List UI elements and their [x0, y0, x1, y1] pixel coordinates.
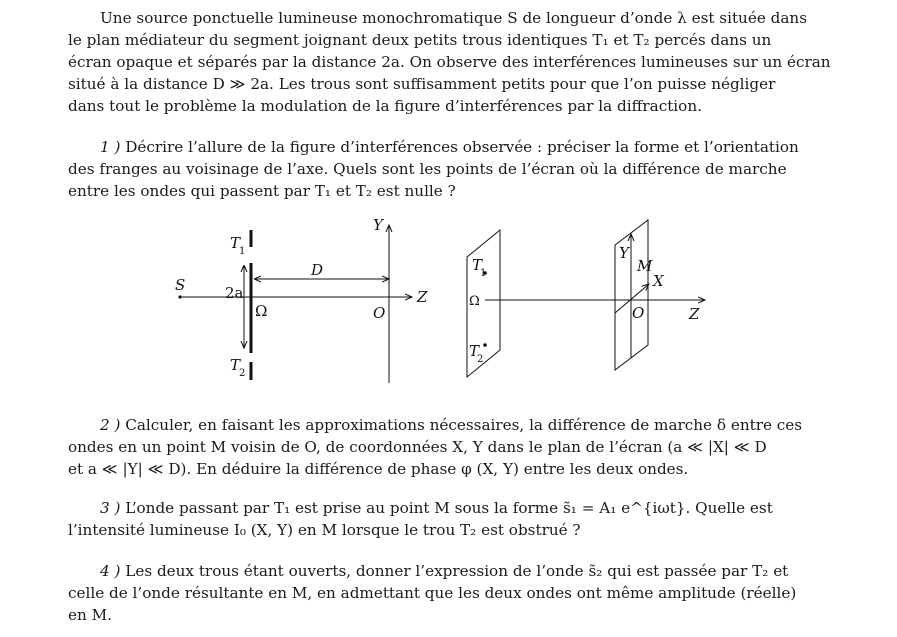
- label-t1-sub: 1: [480, 268, 487, 279]
- label-s: S: [175, 276, 186, 294]
- question-line: [68, 414, 805, 436]
- label-o: O: [373, 304, 386, 322]
- label-x: X: [653, 272, 664, 290]
- label-y: Y: [619, 244, 629, 262]
- label-t2-sub: 2: [239, 368, 246, 379]
- question-number: 1 ): [100, 138, 121, 156]
- question-line: des franges au voisinage de l’axe. Quels sont les points de l’écran où la différence de marche: [68, 160, 787, 178]
- label-d: D: [311, 261, 324, 279]
- intro-line: le plan médiateur du segment joignant deux petits trous identiques T₁ et T₂ percés dans un: [68, 31, 772, 49]
- question-1: [68, 136, 805, 202]
- question-number: 3 ): [100, 499, 121, 517]
- label-z: Z: [417, 288, 428, 306]
- question-3: [68, 497, 805, 541]
- question-number: 4 ): [100, 562, 121, 580]
- perspective-diagram: [455, 210, 725, 385]
- question-line: ondes en un point M voisin de O, de coordonnées X, Y dans le plan de l’écran (a ≪ |X| ≪ D: [68, 438, 767, 456]
- label-m: M: [637, 257, 653, 275]
- side-view-diagram: [165, 210, 435, 385]
- label-t2-sub: 2: [477, 354, 484, 365]
- question-line: [68, 497, 805, 519]
- label-y: Y: [373, 216, 383, 234]
- intro-line: situé à la distance D ≫ 2a. Les trous sont suffisamment petits pour que l’on puisse négliger: [68, 75, 776, 93]
- question-line: [68, 136, 805, 158]
- question-line: l’intensité lumineuse I₀ (X, Y) en M lorsque le trou T₂ est obstrué ?: [68, 521, 581, 539]
- label-t2: T: [230, 356, 241, 374]
- label-omega: Ω: [255, 302, 268, 320]
- label-t2: T: [469, 342, 480, 360]
- label-2a: 2a: [225, 284, 244, 302]
- question-line: en M.: [68, 606, 112, 624]
- label-t1: T: [230, 234, 241, 252]
- label-o: O: [632, 304, 645, 322]
- question-2: [68, 414, 805, 480]
- question-line: [68, 560, 805, 582]
- question-line: entre les ondes qui passent par T₁ et T₂ est nulle ?: [68, 182, 456, 200]
- label-t1: T: [472, 256, 483, 274]
- intro-paragraph: [68, 7, 831, 117]
- question-line: et a ≪ |Y| ≪ D). En déduire la différence de phase φ (X, Y) entre les deux ondes.: [68, 460, 689, 478]
- label-t1-sub: 1: [239, 246, 246, 257]
- question-text: Les deux trous étant ouverts, donner l’expression de l’onde s̃₂ qui est passée par T₂ et: [125, 562, 789, 580]
- question-text: L’onde passant par T₁ est prise au point M sous la forme s̃₁ = A₁ e^{iωt}. Quelle est: [125, 499, 773, 517]
- question-number: 2 ): [100, 416, 121, 434]
- intro-line: dans tout le problème la modulation de la figure d’interférences par la diffraction.: [68, 97, 702, 115]
- question-text: Décrire l’allure de la figure d’interférences observée : préciser la forme et l’orientation: [125, 138, 799, 156]
- label-z: Z: [689, 305, 700, 323]
- hole-t2: [483, 343, 487, 347]
- label-omega: Ω: [469, 294, 480, 309]
- question-text: Calculer, en faisant les approximations nécessaires, la différence de marche δ entre ces: [125, 416, 803, 434]
- intro-line: écran opaque et séparés par la distance 2a. On observe des interférences lumineuses sur un écran: [68, 53, 831, 71]
- question-line: celle de l’onde résultante en M, en admettant que les deux ondes ont même amplitude (réelle): [68, 584, 797, 602]
- question-4: [68, 560, 805, 626]
- intro-line: Une source ponctuelle lumineuse monochromatique S de longueur d’onde λ est située dans: [100, 9, 807, 27]
- source-point: [178, 295, 181, 298]
